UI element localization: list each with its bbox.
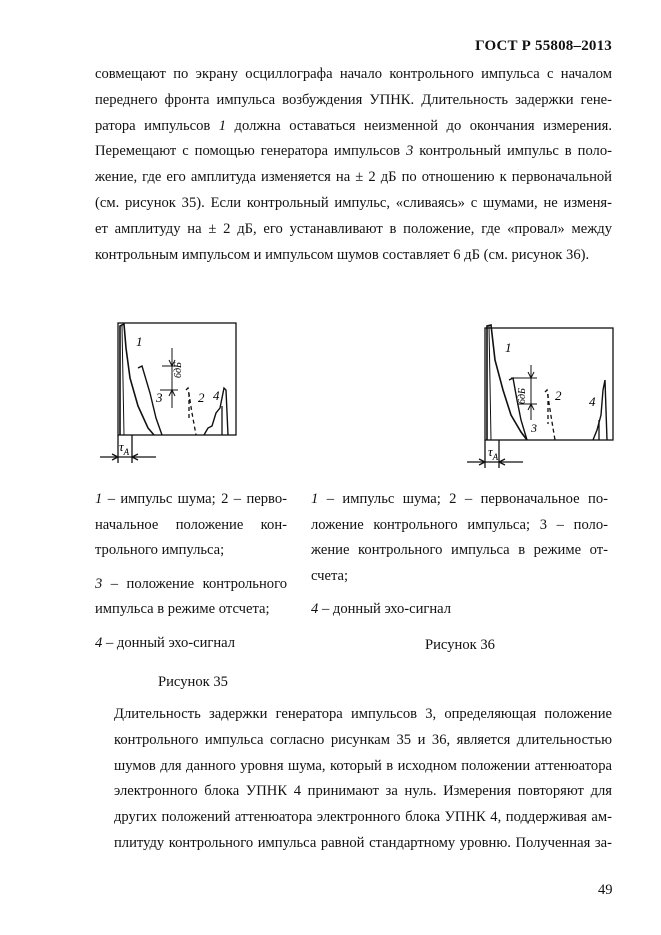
legend-item <box>95 572 287 623</box>
figure-35-oscillogram <box>98 318 248 468</box>
paragraph-1-line: ет амплитуду на ± 2 дБ, его устанавливают в положение, где «провал» между <box>95 220 612 237</box>
paragraph-2 <box>95 702 612 857</box>
legend-item <box>95 631 287 657</box>
legend-number: 1 <box>95 491 103 507</box>
paragraph-2-line: Длительность задержки генератора импульсов 3, определяющая положение <box>114 706 612 722</box>
fig35-label-6db: 6дБ <box>173 362 184 378</box>
legend-item <box>95 487 287 564</box>
legend-number: 3 <box>95 575 103 592</box>
paragraph-1-line: контрольным импульсом и импульсом шумов составляет 6 дБ (см. рисунок 36). <box>95 246 590 263</box>
fig35-control-pulse-2 <box>186 388 196 435</box>
paragraph-2-line: шумов для данного уровня шума, который в исходном положении аттенюатора <box>114 757 612 774</box>
legend-number: 4 <box>311 601 319 617</box>
legend-text: – положение контрольного <box>110 575 287 592</box>
document-header: ГОСТ Р 55808–2013 <box>475 38 612 54</box>
legend-text: – донный эхо-сигнал <box>105 634 236 651</box>
paragraph-1-line: Перемещают с помощью генератора импульсов 3 контрольный импульс в поло- <box>95 143 612 160</box>
legend-item <box>311 597 608 623</box>
fig36-label-6db: 6дБ <box>517 388 528 404</box>
fig36-label-2: 2 <box>555 388 562 403</box>
legend-text: – донный эхо-сигнал <box>321 601 452 617</box>
legend-number: 1 <box>311 491 319 507</box>
paragraph-2-line: контрольного импульса согласно рисункам 35 и 36, является длительностью <box>114 731 612 748</box>
paragraph-2-line: других положений аттенюатора электронного блока УПНК 4, поддерживая ам- <box>114 809 612 826</box>
paragraph-1 <box>95 62 612 268</box>
fig36-control-pulse-2 <box>545 390 555 440</box>
legend-text: начальное положение кон- <box>95 516 287 533</box>
legend-text: импульса в режиме отсчета; <box>95 601 270 617</box>
legend-text: ложение контрольного импульса; 3 – поло- <box>311 516 608 533</box>
fig36-control-pulse-3 <box>509 378 527 440</box>
legend-item <box>311 487 608 589</box>
fig36-label-4: 4 <box>589 394 596 409</box>
paragraph-1-line: жение, где его амплитуда изменяется на ± 2 дБ по отношению к первоначальной <box>95 169 612 186</box>
figure-36-legend <box>311 487 608 623</box>
legend-text: трольного импульса; <box>95 542 225 558</box>
legend-text: жение контрольного импульса в режиме от- <box>311 542 608 558</box>
figure-35-caption: Рисунок 35 <box>158 674 228 690</box>
fig35-label-4: 4 <box>213 388 220 403</box>
fig36-tau-label: $\tau_А$ <box>488 444 499 462</box>
legend-text: счета; <box>311 567 349 584</box>
paragraph-2-line: электронного блока УПНК 4 принимают за нуль. Измерения повторяют для <box>114 783 612 800</box>
legend-text: – импульс шума; 2 – первоначальное по- <box>326 491 608 507</box>
legend-number: 4 <box>95 634 103 651</box>
paragraph-1-line: ратора импульсов 1 должна оставаться неизменной до окончания измерения. <box>95 117 612 134</box>
fig35-label-3: 3 <box>156 390 163 405</box>
paragraph-1-line: (см. рисунок 35). Если контрольный импульс, «сливаясь» с шумами, не изменя- <box>95 194 612 211</box>
fig35-label-1: 1 <box>136 334 143 349</box>
fig36-label-3: 3 <box>531 421 537 435</box>
fig35-label-2: 2 <box>198 390 205 405</box>
paragraph-1-line: совмещают по экрану осциллографа начало контрольного импульса с началом <box>95 66 612 82</box>
page-number: 49 <box>598 882 613 898</box>
paragraph-1-line: переднего фронта импульса возбуждения УПНК. Длительность задержки гене- <box>95 91 612 108</box>
figure-36-oscillogram <box>465 320 615 470</box>
fig36-label-1: 1 <box>505 340 512 355</box>
legend-text: – импульс шума; 2 – перво- <box>107 491 287 507</box>
paragraph-2-line: плитуду контрольного импульса равной стандартному уровню. Полученная за- <box>114 834 612 851</box>
fig35-tau-label: $\tau_А$ <box>119 439 130 457</box>
figure-35-legend <box>95 487 287 656</box>
fig36-backwall-echo <box>593 380 607 440</box>
figure-36-caption: Рисунок 36 <box>425 637 495 653</box>
